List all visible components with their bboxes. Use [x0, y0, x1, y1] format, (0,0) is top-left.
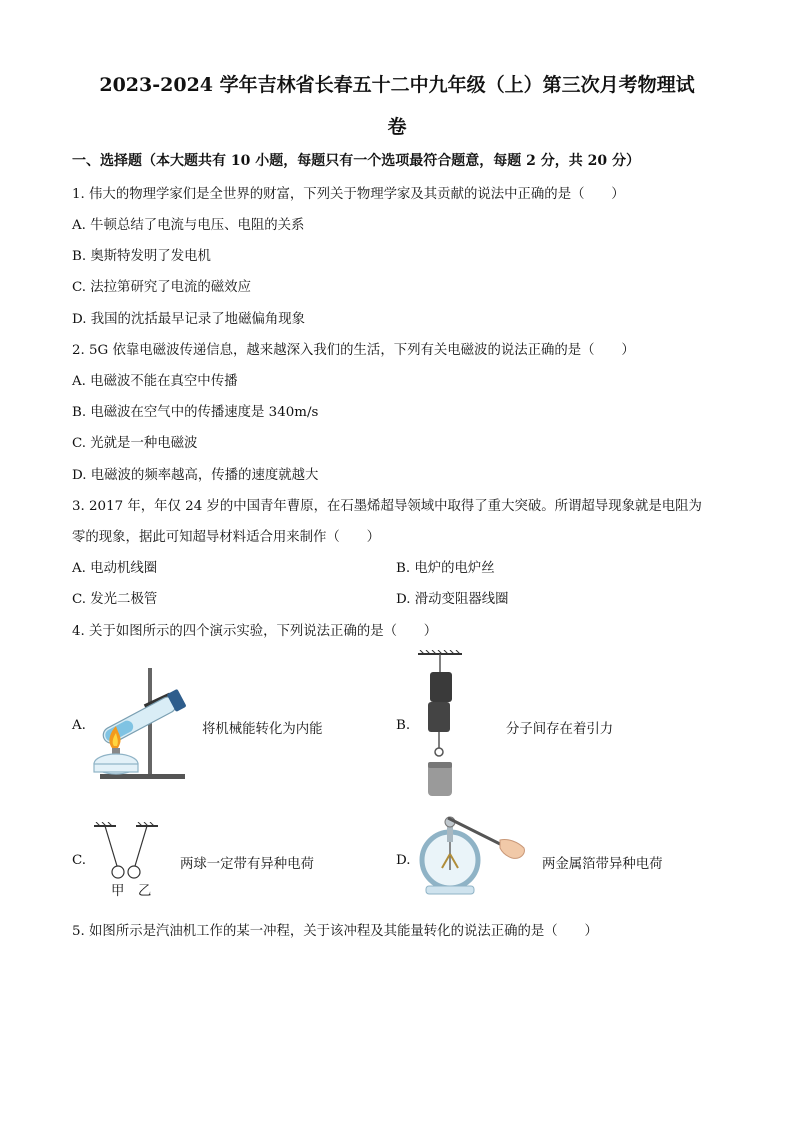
question-1-option-a: A. 牛顿总结了电流与电压、电阻的关系: [72, 218, 305, 233]
question-2-stem: 2. 5G 依靠电磁波传递信息，越来越深入我们的生活，下列有关电磁波的说法正确的是（ ）: [72, 343, 635, 358]
exam-title-line1: 2023-2024 学年吉林省长春五十二中九年级（上）第三次月考物理试: [99, 74, 695, 96]
hanging-balls-figure: [90, 822, 162, 884]
question-1-stem: 1. 伟大的物理学家们是全世界的财富，下列关于物理学家及其贡献的说法中正确的是（ ）: [72, 187, 625, 202]
question-3-option-d: D. 滑动变阻器线圈: [396, 592, 509, 607]
question-3-stem-line2: 零的现象，据此可知超导材料适合用来制作（ ）: [72, 530, 380, 545]
question-2-option-d: D. 电磁波的频率越高，传播的速度就越大: [72, 468, 319, 483]
question-5-stem: 5. 如图所示是汽油机工作的某一冲程，关于该冲程及其能量转化的说法正确的是（ ）: [72, 924, 598, 939]
question-4-stem: 4. 关于如图所示的四个演示实验，下列说法正确的是（ ）: [72, 624, 438, 639]
question-2-option-a: A. 电磁波不能在真空中传播: [72, 374, 238, 389]
ball-label-jia: 甲: [111, 884, 125, 899]
question-3-option-a: A. 电动机线圈: [72, 561, 158, 576]
question-4-option-c-letter: C.: [72, 853, 87, 868]
test-tube-heating-figure: [90, 666, 200, 786]
question-4-option-a-letter: A.: [72, 718, 86, 733]
question-4-option-b-text: 分子间存在着引力: [506, 722, 614, 737]
question-4-option-d-text: 两金属箔带异种电荷: [542, 857, 663, 872]
question-3-stem-line1: 3. 2017 年，年仅 24 岁的中国青年曹原，在石墨烯超导领域中取得了重大突破。所谓超导现象就是电阻为: [72, 499, 702, 514]
question-3-option-b: B. 电炉的电炉丝: [396, 561, 495, 576]
question-1-option-d: D. 我国的沈括最早记录了地磁偏角现象: [72, 312, 306, 327]
section-heading: 一、选择题（本大题共有 10 小题，每题只有一个选项最符合题意，每题 2 分，共 20 分）: [72, 153, 640, 169]
question-2-option-b: B. 电磁波在空气中的传播速度是 340m/s: [72, 405, 319, 420]
question-4-option-b-letter: B.: [396, 718, 411, 733]
electroscope-figure: [412, 812, 532, 900]
question-4-option-c-text: 两球一定带有异种电荷: [180, 857, 314, 872]
question-2-option-c: C. 光就是一种电磁波: [72, 436, 198, 451]
question-4-option-a-text: 将机械能转化为内能: [202, 722, 323, 737]
lead-blocks-figure: [410, 650, 470, 800]
question-1-option-c: C. 法拉第研究了电流的磁效应: [72, 280, 251, 295]
exam-title-line2: 卷: [387, 116, 407, 138]
ball-label-yi: 乙: [138, 884, 152, 899]
question-4-option-d-letter: D.: [396, 853, 411, 868]
question-3-option-c: C. 发光二极管: [72, 592, 158, 607]
question-1-option-b: B. 奥斯特发明了发电机: [72, 249, 211, 264]
